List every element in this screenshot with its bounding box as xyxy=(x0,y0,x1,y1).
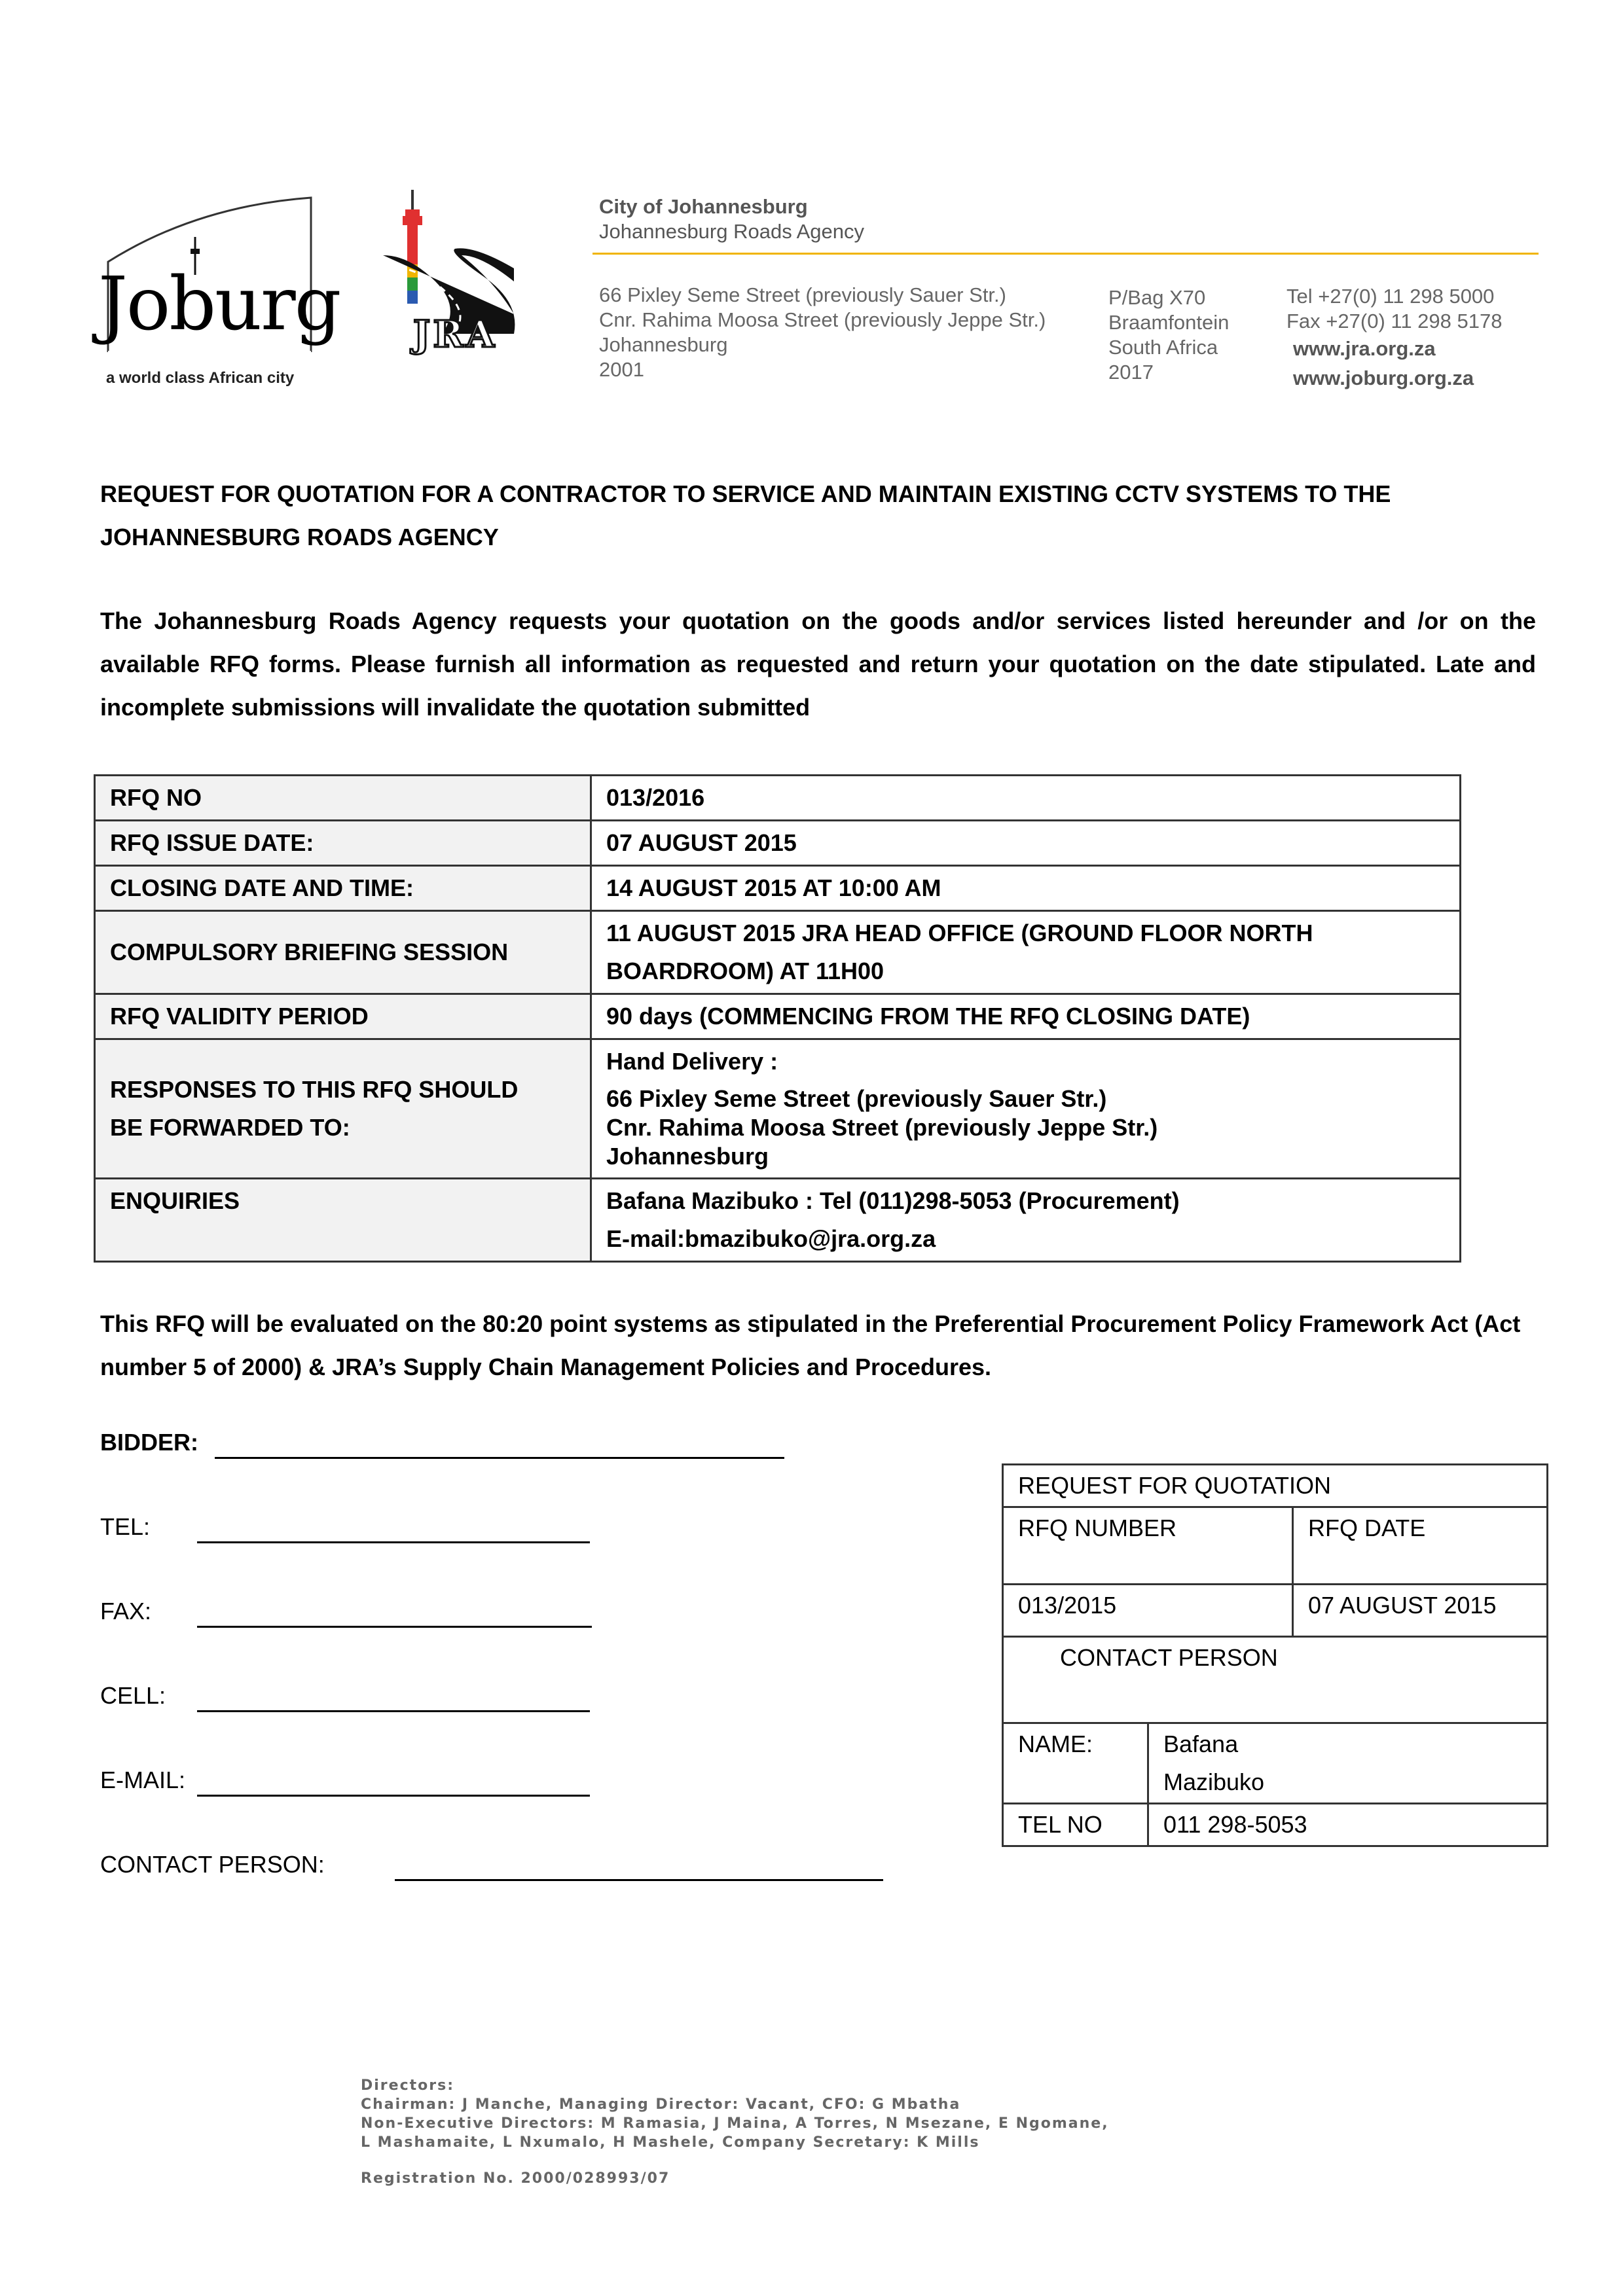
table-row xyxy=(1003,1465,1548,1507)
postal-address: P/Bag X70 Braamfontein South Africa 2017 xyxy=(1108,286,1230,384)
org-name: City of Johannesburg xyxy=(599,195,808,218)
table-row xyxy=(1003,1637,1548,1723)
quotation-heading: REQUEST FOR QUOTATION xyxy=(1003,1465,1548,1507)
table-row xyxy=(1003,1585,1548,1637)
responses-label: RESPONSES TO THIS RFQ SHOULD BE FORWARDED TO: xyxy=(95,1039,591,1179)
rfq-number-label: RFQ NUMBER xyxy=(1003,1507,1293,1585)
street-address: 66 Pixley Seme Street (previously Sauer Str.) Cnr. Rahima Moosa Street (previously Jeppe Str.) Johannesburg 2001 xyxy=(599,283,1046,381)
validity-label: RFQ VALIDITY PERIOD xyxy=(95,994,591,1039)
responses-value: Hand Delivery : 66 Pixley Seme Street (previously Sauer Str.) Cnr. Rahima Moosa Street (previously Jeppe Str.) Johannesburg xyxy=(591,1039,1461,1179)
tel-label: TEL: xyxy=(100,1513,151,1540)
cell-label: CELL: xyxy=(100,1682,166,1709)
contact-numbers xyxy=(1286,284,1502,393)
enquiries-value: Bafana Mazibuko : Tel (011)298-5053 (Procurement) E-mail:bmazibuko@jra.org.za xyxy=(591,1179,1461,1262)
header-rule xyxy=(593,253,1539,255)
joburg-logo-text: Joburg xyxy=(98,262,340,347)
issue-date-value: 07 AUGUST 2015 xyxy=(591,821,1461,866)
document-title: REQUEST FOR QUOTATION FOR A CONTRACTOR TO SERVICE AND MAINTAIN EXISTING CCTV SYSTEMS TO THE JOHANNESBURG ROADS AGENCY xyxy=(100,480,1391,550)
joburg-logo xyxy=(98,190,340,399)
table-row xyxy=(95,994,1461,1039)
name-value: Bafana Mazibuko xyxy=(1148,1723,1548,1804)
table-row xyxy=(95,1179,1461,1262)
bidder-field[interactable] xyxy=(215,1457,784,1459)
email-field[interactable] xyxy=(197,1795,590,1797)
rfq-details-table xyxy=(94,774,1461,1263)
fax-field[interactable] xyxy=(197,1626,592,1628)
closing-date-value: 14 AUGUST 2015 AT 10:00 AM xyxy=(591,866,1461,911)
tel-no-value: 011 298-5053 xyxy=(1148,1804,1548,1846)
tel-field[interactable] xyxy=(197,1541,590,1543)
briefing-label: COMPULSORY BRIEFING SESSION xyxy=(95,911,591,994)
table-row xyxy=(95,776,1461,821)
org-subtitle: Johannesburg Roads Agency xyxy=(599,220,865,243)
rfq-date-label: RFQ DATE xyxy=(1292,1507,1547,1585)
intro-paragraph: The Johannesburg Roads Agency requests your quotation on the goods and/or services listed hereunder and /or on the available RFQ forms. Please furnish all information as requested and return your quotation on the date stipulated. Late and incomplete submissions will invalidate the quotation submitted xyxy=(100,607,1536,721)
evaluation-statement: This RFQ will be evaluated on the 80:20 point systems as stipulated in the Preferential Procurement Policy Framework Act (Act number 5 of 2000) & JRA’s Supply Chain Management Policies and Procedures. xyxy=(100,1310,1521,1380)
rfq-number-value: 013/2015 xyxy=(1003,1585,1293,1637)
joburg-tagline: a world class African city xyxy=(106,369,295,387)
email-label: E-MAIL: xyxy=(100,1767,186,1793)
rfq-no-value: 013/2016 xyxy=(591,776,1461,821)
table-row xyxy=(1003,1804,1548,1846)
jra-logo-text: JRA xyxy=(412,313,498,356)
contact-person-heading: CONTACT PERSON xyxy=(1003,1637,1548,1723)
name-label: NAME: xyxy=(1003,1723,1148,1804)
table-row xyxy=(95,821,1461,866)
table-row xyxy=(1003,1723,1548,1804)
contact-person-label: CONTACT PERSON: xyxy=(100,1851,325,1878)
tel-number: Tel +27(0) 11 298 5000 xyxy=(1286,285,1495,308)
registration-number: Registration No. 2000/028993/07 xyxy=(361,2170,670,2187)
bidder-label: BIDDER: xyxy=(100,1429,198,1456)
joburg-website-link[interactable]: www.joburg.org.za xyxy=(1293,367,1474,389)
closing-date-label: CLOSING DATE AND TIME: xyxy=(95,866,591,911)
table-row xyxy=(1003,1507,1548,1585)
rfq-date-value: 07 AUGUST 2015 xyxy=(1292,1585,1547,1637)
validity-value: 90 days (COMMENCING FROM THE RFQ CLOSING DATE) xyxy=(591,994,1461,1039)
fax-label: FAX: xyxy=(100,1598,152,1624)
table-row xyxy=(95,911,1461,994)
jra-logo xyxy=(383,183,527,360)
enquiries-email-link[interactable]: E-mail:bmazibuko@jra.org.za xyxy=(606,1225,936,1252)
fax-number: Fax +27(0) 11 298 5178 xyxy=(1286,310,1503,332)
footer-directors: Directors: Chairman: J Manche, Managing Director: Vacant, CFO: G Mbatha Non-Executive Directors: M Ramasia, J Maina, A Torres, N Msezane, E Ngomane, L Mashamaite, L Nxumalo, H Mashele, Company Secretary: K Mills Registration No. 2000/028993/07 xyxy=(361,2077,1109,2187)
table-row xyxy=(95,1039,1461,1179)
issue-date-label: RFQ ISSUE DATE: xyxy=(95,821,591,866)
table-row xyxy=(95,866,1461,911)
tel-no-label: TEL NO xyxy=(1003,1804,1148,1846)
briefing-value: 11 AUGUST 2015 JRA HEAD OFFICE (GROUND FLOOR NORTH BOARDROOM) AT 11H00 xyxy=(591,911,1461,994)
enquiries-label: ENQUIRIES xyxy=(95,1179,591,1262)
contact-person-field[interactable] xyxy=(395,1879,883,1881)
jra-website-link[interactable]: www.jra.org.za xyxy=(1293,337,1436,360)
rfq-no-label: RFQ NO xyxy=(95,776,591,821)
quotation-summary-table xyxy=(1002,1463,1548,1847)
cell-field[interactable] xyxy=(197,1710,590,1712)
